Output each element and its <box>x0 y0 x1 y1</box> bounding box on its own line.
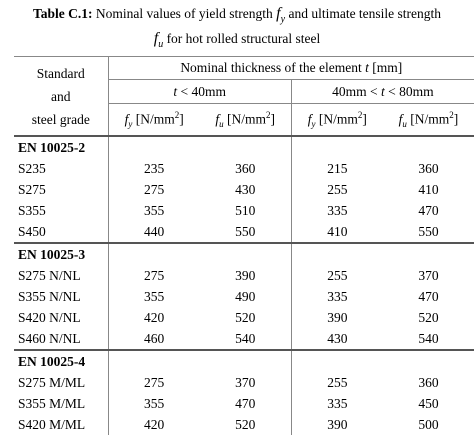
value-cell-fy2: 255 <box>327 267 348 283</box>
steel-grade-cell: S355 N/NL <box>14 286 108 307</box>
value-cell-fu1: 540 <box>200 328 292 350</box>
table-row <box>14 393 474 414</box>
value-cell-fu2: 370 <box>418 267 439 283</box>
table-body <box>14 136 474 435</box>
value-cell-fu1: 470 <box>200 393 292 414</box>
header-range-under-40: t < 40mm <box>108 80 291 104</box>
table-row <box>14 328 474 350</box>
group-header-empty-cell <box>108 350 200 372</box>
group-header-empty-cell <box>383 243 474 265</box>
value-cell-fy2: 335 <box>327 288 348 304</box>
value-cell-fu1: 430 <box>200 179 292 200</box>
value-cell-fy1: 420 <box>144 416 165 432</box>
value-cell-fu2: 540 <box>418 330 439 346</box>
value-cell-fu1: 490 <box>200 286 292 307</box>
group-header-empty-cell <box>200 350 292 372</box>
table-row <box>14 286 474 307</box>
group-header-empty-cell <box>108 243 200 265</box>
value-cell-fu2: 410 <box>418 181 439 197</box>
steel-grade-cell: S355 M/ML <box>14 393 108 414</box>
value-cell-fy1: 355 <box>144 202 165 218</box>
value-cell-fy2: 215 <box>327 160 348 176</box>
caption-text-1: Nominal values of yield strength <box>95 6 273 21</box>
value-cell-fy1: 440 <box>144 223 165 239</box>
value-cell-fy2: 255 <box>327 181 348 197</box>
caption-symbol-fy: $f_y$ <box>276 5 286 26</box>
steel-grade-cell: S355 <box>14 200 108 221</box>
header-fy-2: $f_y$ $[N/mm^2]$ <box>307 109 367 130</box>
value-cell-fu2: 470 <box>418 202 439 218</box>
value-cell-fu1: 550 <box>200 221 292 243</box>
value-cell-fy2: 335 <box>327 395 348 411</box>
value-cell-fy1: 420 <box>144 309 165 325</box>
group-header-row <box>14 243 474 265</box>
group-standard-label: EN 10025-3 <box>14 243 108 265</box>
group-standard-label: EN 10025-4 <box>14 350 108 372</box>
value-cell-fu1: 520 <box>200 414 292 435</box>
value-cell-fy1: 355 <box>144 288 165 304</box>
steel-grade-cell: S275 M/ML <box>14 372 108 393</box>
value-cell-fu1: 370 <box>200 372 292 393</box>
steel-strength-table <box>14 56 474 435</box>
table-caption <box>0 4 474 54</box>
group-header-empty-cell <box>291 136 383 158</box>
value-cell-fu1: 390 <box>200 265 292 286</box>
caption-text-2: and ultimate tensile strength <box>288 6 442 21</box>
value-cell-fy1: 355 <box>144 395 165 411</box>
group-header-empty-cell <box>383 350 474 372</box>
value-cell-fu2: 470 <box>418 288 439 304</box>
group-header-empty-cell <box>200 136 292 158</box>
value-cell-fy2: 335 <box>327 202 348 218</box>
value-cell-fy1: 275 <box>144 267 165 283</box>
header-fu-1: $f_u$ $[N/mm^2]$ <box>200 104 292 137</box>
table-row <box>14 414 474 435</box>
value-cell-fu2: 360 <box>418 160 439 176</box>
caption-text-3: for hot rolled structural steel <box>166 31 321 47</box>
table-row <box>14 307 474 328</box>
value-cell-fu2: 520 <box>418 309 439 325</box>
group-header-row <box>14 350 474 372</box>
steel-grade-cell: S420 M/ML <box>14 414 108 435</box>
header-nominal-thickness: Nominal thickness of the element t [mm] <box>108 57 474 80</box>
steel-grade-cell: S235 <box>14 158 108 179</box>
value-cell-fu2: 360 <box>418 374 439 390</box>
table-row <box>14 200 474 221</box>
group-header-row <box>14 136 474 158</box>
value-cell-fy1: 460 <box>144 330 165 346</box>
value-cell-fu1: 520 <box>200 307 292 328</box>
header-standard: Standard and steel grade <box>14 57 108 137</box>
table-row <box>14 372 474 393</box>
steel-grade-cell: S460 N/NL <box>14 328 108 350</box>
value-cell-fu1: 360 <box>200 158 292 179</box>
value-cell-fy2: 410 <box>327 223 348 239</box>
value-cell-fy2: 430 <box>327 330 348 346</box>
caption-label: Table C.1: <box>32 6 93 21</box>
header-fy-1: $f_y$ $[N/mm^2]$ <box>124 109 184 130</box>
value-cell-fy2: 390 <box>327 416 348 432</box>
value-cell-fu2: 450 <box>418 395 439 411</box>
value-cell-fy1: 275 <box>144 181 165 197</box>
table-row <box>14 179 474 200</box>
group-header-empty-cell <box>291 243 383 265</box>
value-cell-fy1: 275 <box>144 374 165 390</box>
value-cell-fy1: 235 <box>144 160 165 176</box>
value-cell-fu1: 510 <box>200 200 292 221</box>
group-header-empty-cell <box>383 136 474 158</box>
steel-grade-cell: S420 N/NL <box>14 307 108 328</box>
value-cell-fy2: 390 <box>327 309 348 325</box>
steel-grade-cell: S275 <box>14 179 108 200</box>
group-header-empty-cell <box>108 136 200 158</box>
table-row <box>14 158 474 179</box>
header-range-40-80: 40mm < t < 80mm <box>291 80 474 104</box>
group-standard-label: EN 10025-2 <box>14 136 108 158</box>
value-cell-fu2: 550 <box>418 223 439 239</box>
table-row <box>14 221 474 243</box>
value-cell-fy2: 255 <box>327 374 348 390</box>
group-header-empty-cell <box>291 350 383 372</box>
steel-grade-cell: S275 N/NL <box>14 265 108 286</box>
group-header-empty-cell <box>200 243 292 265</box>
steel-grade-cell: S450 <box>14 221 108 243</box>
header-fu-2: $f_u$ $[N/mm^2]$ <box>398 109 459 130</box>
table-row <box>14 265 474 286</box>
value-cell-fu2: 500 <box>418 416 439 432</box>
caption-symbol-fu: $f_u$ <box>153 30 164 51</box>
